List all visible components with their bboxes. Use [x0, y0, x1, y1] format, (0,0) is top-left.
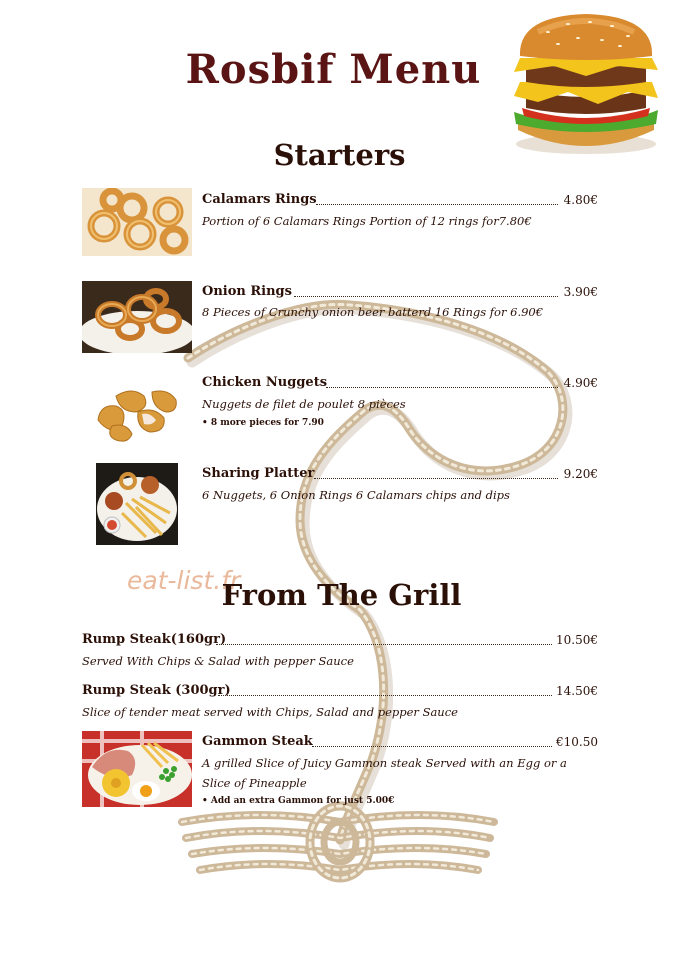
menu-title: Rosbif Menu	[185, 46, 482, 93]
item-name-sharing-platter: Sharing Platter	[202, 466, 315, 481]
item-desc-chicken-nuggets: Nuggets de filet de poulet 8 pièces	[202, 397, 406, 411]
item-name-rump-steak-160: Rump Steak(160gr)	[82, 632, 227, 647]
item-desc-onion-rings: 8 Pieces of Crunchy onion beer batterd 16 Rings for 6.90€	[202, 305, 544, 319]
onion-rings-photo	[82, 281, 192, 353]
item-extra-gammon-steak: • Add an extra Gammon for just 5.00€	[202, 796, 395, 806]
leader-dots	[326, 377, 558, 388]
item-desc-sharing-platter: 6 Nuggets, 6 Onion Rings 6 Calamars chips and dips	[202, 488, 510, 502]
section-title-grill: From The Grill	[221, 578, 462, 612]
item-price-sharing-platter: 9.20€	[563, 467, 598, 481]
chicken-nuggets-photo	[92, 382, 184, 444]
item-name-rump-steak-300: Rump Steak (300gr)	[82, 683, 231, 698]
item-desc-gammon-steak-line-1: A grilled Slice of Juicy Gammon steak Served with an Egg or a	[202, 756, 567, 770]
calamari-rings-photo	[82, 188, 192, 256]
sharing-platter-photo	[96, 463, 178, 545]
item-name-gammon-steak: Gammon Steak	[202, 734, 313, 749]
leader-dots	[216, 634, 552, 645]
item-extra-chicken-nuggets: • 8 more pieces for 7.90	[202, 418, 324, 428]
item-price-calamars: 4.80€	[563, 193, 598, 207]
item-price-rump-steak-300: 14.50€	[556, 684, 598, 698]
leader-dots	[316, 194, 558, 205]
item-price-chicken-nuggets: 4.90€	[563, 376, 598, 390]
watermark-text: eat-list.fr	[127, 566, 241, 595]
leader-dots	[218, 685, 552, 696]
item-name-calamars: Calamars Rings	[202, 192, 317, 207]
gammon-steak-photo	[82, 731, 192, 807]
leader-dots	[294, 286, 558, 297]
item-desc-gammon-steak-line-2: Slice of Pineapple	[202, 776, 307, 790]
item-name-chicken-nuggets: Chicken Nuggets	[202, 375, 328, 390]
item-price-onion-rings: 3.90€	[563, 285, 598, 299]
item-desc-rump-steak-160: Served With Chips & Salad with pepper Sauce	[82, 654, 354, 668]
section-title-starters: Starters	[273, 138, 406, 172]
item-desc-calamars: Portion of 6 Calamars Rings Portion of 12 rings for7.80€	[202, 214, 532, 228]
item-name-onion-rings: Onion Rings	[202, 284, 292, 299]
leader-dots	[312, 736, 552, 747]
leader-dots	[314, 468, 558, 479]
item-price-gammon-steak: €10.50	[556, 735, 598, 749]
item-desc-rump-steak-300: Slice of tender meat served with Chips, Salad and pepper Sauce	[82, 705, 458, 719]
item-price-rump-steak-160: 10.50€	[556, 633, 598, 647]
